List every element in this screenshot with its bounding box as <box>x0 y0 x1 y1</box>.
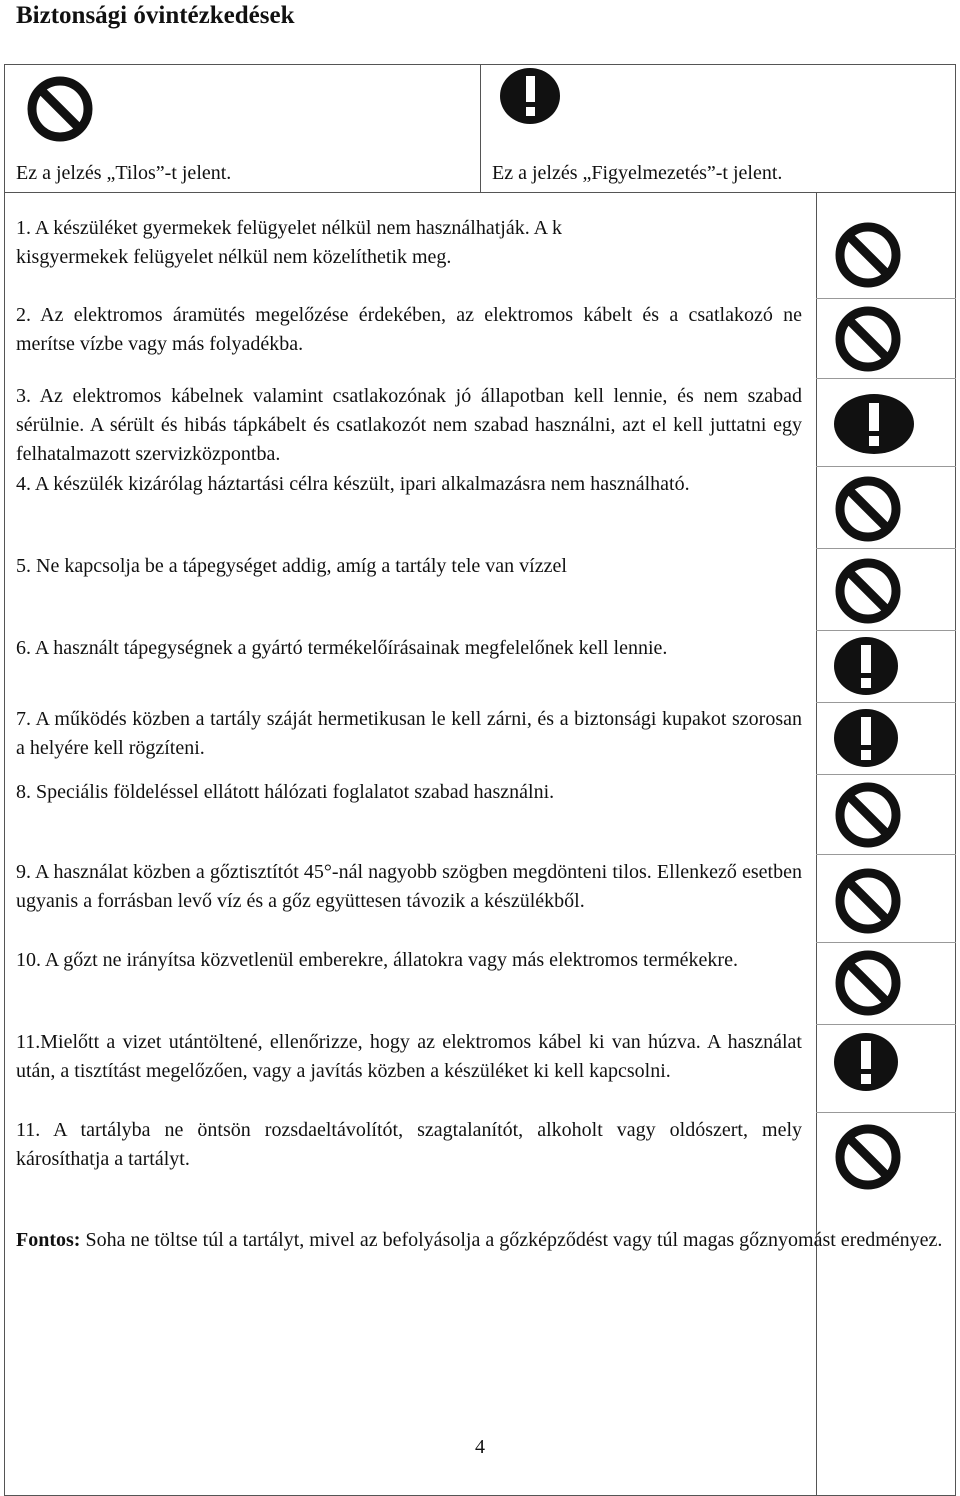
important-text: Soha ne töltse túl a tartályt, mivel az befolyásolja a gőzképződést vagy túl magas gőznyomást eredményez. <box>80 1229 943 1251</box>
prohibited-icon <box>832 556 904 626</box>
list-item-1-rest: kisgyermekek felügyelet nélkül nem közelíthetik meg. <box>16 246 452 268</box>
prohibited-icon <box>24 74 96 144</box>
list-item-12: 11. A tartályba ne öntsön rozsdaeltávolítót, szagtalanítót, alkoholt vagy oldószert, mely károsíthatja a tartályt. <box>16 1119 802 1170</box>
icon-row-divider <box>816 774 956 775</box>
warning-icon <box>830 1030 902 1094</box>
legend-prohibited-text: Ez a jelzés „Tilos”-t jelent. <box>16 162 232 184</box>
prohibited-icon <box>832 1122 904 1192</box>
icon-row-divider <box>816 466 956 467</box>
list-item-9: 9. A használat közben a gőztisztítót 45°-nál nagyobb szögben megdönteni tilos. Ellenkező esetben ugyanis a forrásban levő víz és a gőz együttesen távozik a készülékből. <box>16 861 802 912</box>
page-title: Biztonsági óvintézkedések <box>16 2 295 29</box>
list-item-10: 10. A gőzt ne irányítsa közvetlenül emberekre, állatokra vagy más elektromos termékekre. <box>16 949 738 971</box>
list-item-5: 5. Ne kapcsolja be a tápegységet addig, amíg a tartály tele van vízzel <box>16 555 567 577</box>
icon-row-divider <box>816 378 956 379</box>
list-item-6: 6. A használt tápegységnek a gyártó termékelőírásainak megfelelőnek kell lennie. <box>16 637 668 659</box>
list-item-2: 2. Az elektromos áramütés megelőzése érdekében, az elektromos kábelt és a csatlakozó ne merítse vízbe vagy más folyadékba. <box>16 304 802 355</box>
prohibited-icon <box>832 780 904 850</box>
warning-icon <box>830 392 918 456</box>
prohibited-icon <box>832 474 904 544</box>
page-number: 4 <box>475 1436 485 1458</box>
icon-row-divider <box>816 1024 956 1025</box>
important-note <box>16 1226 952 1255</box>
icon-row-divider <box>816 630 956 631</box>
warning-icon <box>830 634 902 698</box>
warning-icon <box>830 706 902 770</box>
warning-icon <box>498 66 562 126</box>
icon-row-divider <box>816 298 956 299</box>
legend-row-border <box>4 192 956 193</box>
prohibited-icon <box>832 948 904 1018</box>
list-item-7: 7. A működés közben a tartály száját hermetikusan le kell zárni, és a biztonsági kupakot szorosan a helyére kell rögzíteni. <box>16 708 802 759</box>
icon-column-border <box>816 192 817 1496</box>
list-item-4: 4. A készülék kizárólag háztartási célra készült, ipari alkalmazásra nem használható. <box>16 473 690 495</box>
legend-divider <box>480 64 481 192</box>
icon-row-divider <box>816 854 956 855</box>
icon-row-divider <box>816 702 956 703</box>
icon-row-divider <box>816 942 956 943</box>
important-label: Fontos: <box>16 1229 81 1251</box>
prohibited-icon <box>832 220 904 290</box>
prohibited-icon <box>832 304 904 374</box>
list-item-3: 3. Az elektromos kábelnek valamint csatlakozónak jó állapotban kell lennie, és nem szabad sérülnie. A sérült és hibás tápkábelt és csatlakozót nem szabad használni, azt el kell juttatni egy felhatalmazott szervizközpontba. <box>16 385 802 465</box>
list-item-11: 11.Mielőtt a vizet utántöltené, ellenőrizze, hogy az elektromos kábel ki van húzva. A használat után, a tisztítást megelőzően, vagy a javítás közben a készüléket ki kell kapcsolni. <box>16 1031 802 1082</box>
list-item-1-first-line: 1. A készüléket gyermekek felügyelet nélkül nem használhatják. A k <box>16 217 562 239</box>
icon-row-divider <box>816 548 956 549</box>
legend-warning-text: Ez a jelzés „Figyelmezetés”-t jelent. <box>492 162 783 184</box>
prohibited-icon <box>832 866 904 936</box>
list-item-8: 8. Speciális földeléssel ellátott hálózati foglalatot szabad használni. <box>16 781 555 803</box>
icon-row-divider <box>816 1112 956 1113</box>
